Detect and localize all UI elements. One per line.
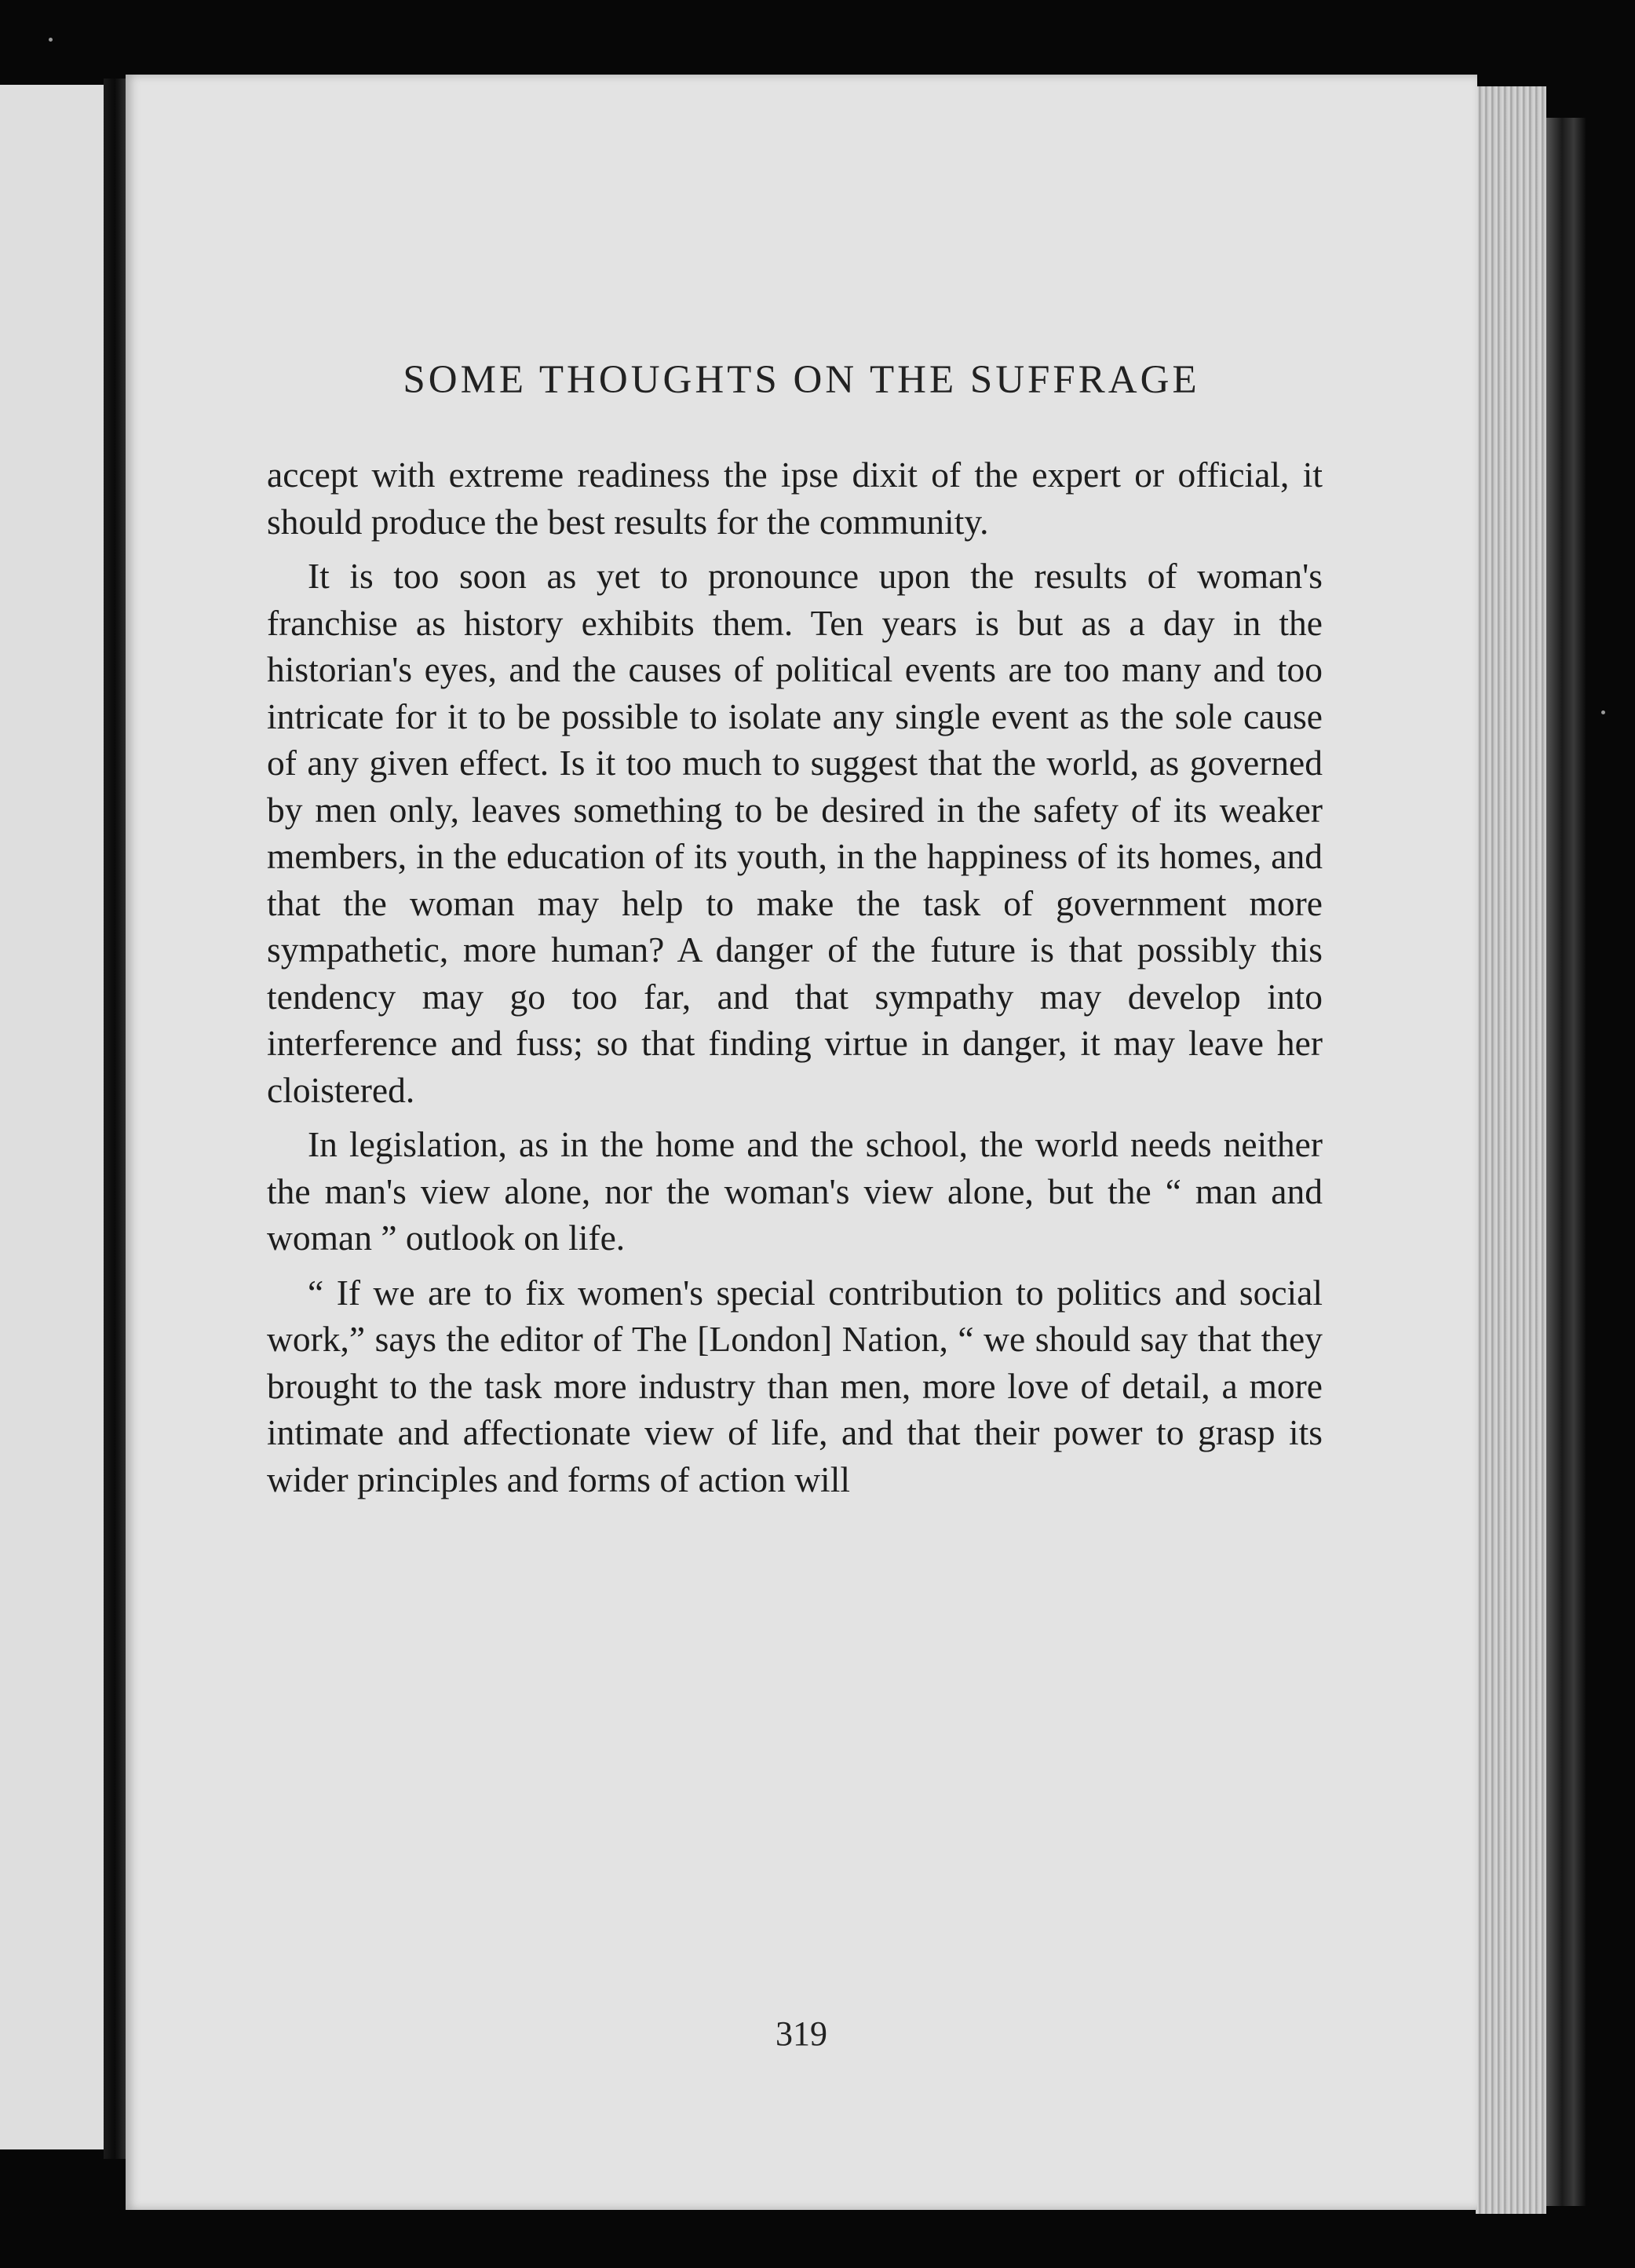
scan-fleck [1601, 710, 1605, 714]
running-head: SOME THOUGHTS ON THE SUFFRAGE [403, 358, 1200, 402]
body-text [267, 451, 1323, 1510]
paragraph-3: In legislation, as in the home and the school, the world needs neither the man's view alone, nor the woman's view alone, but the “ man and woman ” outlook on life. [267, 1124, 1323, 1258]
scan-fleck [49, 38, 53, 42]
page-number: 319 [776, 2014, 827, 2053]
book-edge [1546, 118, 1586, 2206]
book-page [126, 75, 1477, 2210]
paragraph-2: It is too soon as yet to pronounce upon the results of woman's franchise as history exhibits them. Ten years is but as a day in the historian's eyes, and the causes of political events are too many and too intricate for it to be possible to isolate any single event as the sole cause of any given effect. Is it too much to suggest that the world, as governed by men only, leaves something to be desired in the safety of its weaker members, in the education of its youth, in the happiness of its homes, and that the woman may help to make the task of government more sympathetic, more human? A danger of the future is that possibly this tendency may go too far, and that sympathy may develop into interference and fuss; so that finding virtue in danger, it may leave her cloistered. [267, 556, 1323, 1110]
facing-page [0, 85, 104, 2149]
page-edges [1476, 86, 1546, 2214]
paragraph-1: accept with extreme readiness the ipse dixit of the expert or official, it should produce the best results for the community. [267, 455, 1323, 542]
gutter [104, 79, 126, 2159]
paragraph-4: “ If we are to fix women's special contribution to politics and social work,” says the editor of The [London] Nation, “ we should say that they brought to the task more industry than men, more love of detail, a more intimate and affectionate view of life, and that their power to grasp its wider principles and forms of action will [267, 1272, 1323, 1499]
